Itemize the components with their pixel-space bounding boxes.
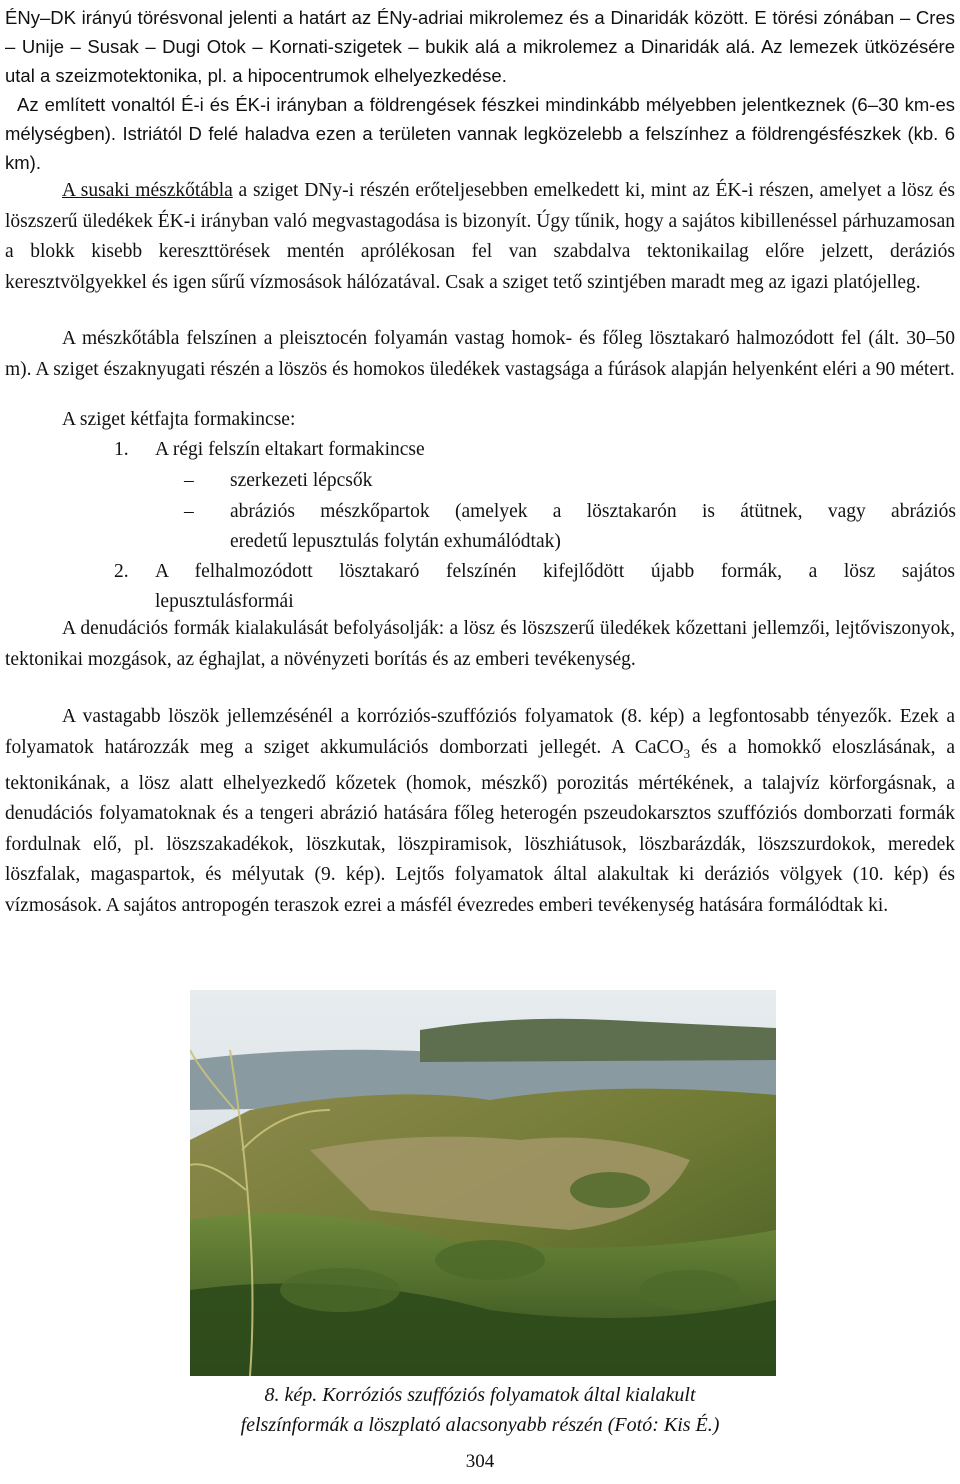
dash-item-2-line-2: eredetű lepusztulás folytán exhumálódtak) xyxy=(230,531,561,552)
intro-paragraph-1: ÉNy–DK irányú törésvonal jelenti a határt az ÉNy-adriai mikrolemez és a Dinaridák között. E törési zónában – Cres – Unije – Susak – Dugi Otok – Kornati-szigetek – bukik alá a mikrolemez a Dinaridák alá. Az lemezek ütközésére utal a szeizmotektonika, pl. a hipocentrumok elhelyezkedése. xyxy=(5,7,955,86)
caption-line-1: 8. kép. Korróziós szuffóziós folyamatok által kialakult xyxy=(264,1384,696,1406)
loess-paragraph-part-1: A vastagabb löszök jellemzésénél a korróziós-szuffóziós folyamatok (8. kép) a legfontosabb tényezők. Ezek a folyamatok határozzák meg a sziget akkumulációs domborzati jellegét. A CaCO xyxy=(5,706,955,758)
dash-item-2-line-1: abráziós mészkőpartok (amelyek a lösztakarón is átütnek, vagy abráziós xyxy=(230,501,956,522)
list-item-2-line-2: lepusztulásformái xyxy=(155,591,294,612)
caption-line-2: felszínformák a löszplató alacsonyabb részén (Fotó: Kis É.) xyxy=(240,1414,720,1436)
underlined-term: A susaki mészkőtábla xyxy=(62,180,233,201)
list-number-2: 2. xyxy=(114,561,129,582)
page-number: 304 xyxy=(465,1451,495,1472)
caco3-subscript: 3 xyxy=(683,745,691,761)
dash-item-1: szerkezeti lépcsők xyxy=(230,470,373,491)
denudation-paragraph: A denudációs formák kialakulását befolyásolják: a lösz és löszszerű üledékek kőzettani jellemzői, lejtőviszonyok, tektonikai mozgások, az éghajlat, a növényzeti borítás és az emberi tevékenység. xyxy=(5,618,955,670)
figure-caption xyxy=(150,1380,810,1440)
list-item-2-line-1: A felhalmozódott lösztakaró felszínén kifejlődött újabb formák, a lösz sajátos xyxy=(155,561,955,582)
landscape-photo xyxy=(190,990,776,1376)
list-item-1: A régi felszín eltakart formakincse xyxy=(155,439,425,460)
susak-paragraph xyxy=(5,176,955,298)
loess-paragraph-part-2: és a homokkő eloszlásának, a tektonikának, a lösz alatt elhelyezkedő kőzetek (homok, mészkő) porozitás mértékének, a talajvíz körforgásnak, a denudációs folyamatoknak és a tengeri abrázió hatására főleg heterogén pszeudokarsztos szuffóziós domborzati formák fordulnak elő, pl. löszszakadékok, löszkutak, löszpiramisok, löszhiátusok, löszbarázdák, löszszurdokok, meredek löszfalak, magaspartok, és mélyutak (9. kép). Lejtős folyamatok által alakultak ki deráziós völgyek (10. kép) és vízmosások. A sajátos antropogén teraszok ezrei a másfél évezredes emberi tevékenység hatására formálódtak ki. xyxy=(5,736,955,916)
loess-paragraph xyxy=(5,702,955,921)
list-intro: A sziget kétfajta formakincse: xyxy=(62,409,296,430)
limestone-plateau-paragraph: A mészkőtábla felszínen a pleisztocén folyamán vastag homok- és főleg lösztakaró halmozódott fel (ált. 30–50 m). A sziget északnyugati részén a löszös és homokos üledékek vastagsága a fúrások alapján helyenként eléri a 90 métert. xyxy=(5,328,955,380)
intro-paragraph-2: Az említett vonaltól É-i és ÉK-i irányban a földrengések fészkei mindinkább mélyebben jelentkeznek (6–30 km-es mélységben). Istriától D felé haladva ezen a területen vannak legközelebb a felszínhez a földrengésfészkek (kb. 6 km). xyxy=(5,94,955,173)
dash-bullet-1: – xyxy=(184,470,194,491)
susak-paragraph-text: a sziget DNy-i részén erőteljesebben emelkedett ki, mint az ÉK-i részen, amelyet a lösz és löszszerű üledékek ÉK-i irányban való megvastagodása is bizonyít. Úgy tűnik, hogy a sajátos kibillenéssel párhuzamosan a blokk kisebb kereszttörések mentén aprólékosan fel van szabdalva tektonikailag előre jelzett, deráziós keresztvölgyekkel és igen sűrű vízmosások hálózatával. Csak a sziget tető szintjében maradt meg az igazi platójelleg. xyxy=(5,180,955,293)
dash-bullet-2: – xyxy=(184,501,194,522)
list-number-1: 1. xyxy=(114,439,129,460)
